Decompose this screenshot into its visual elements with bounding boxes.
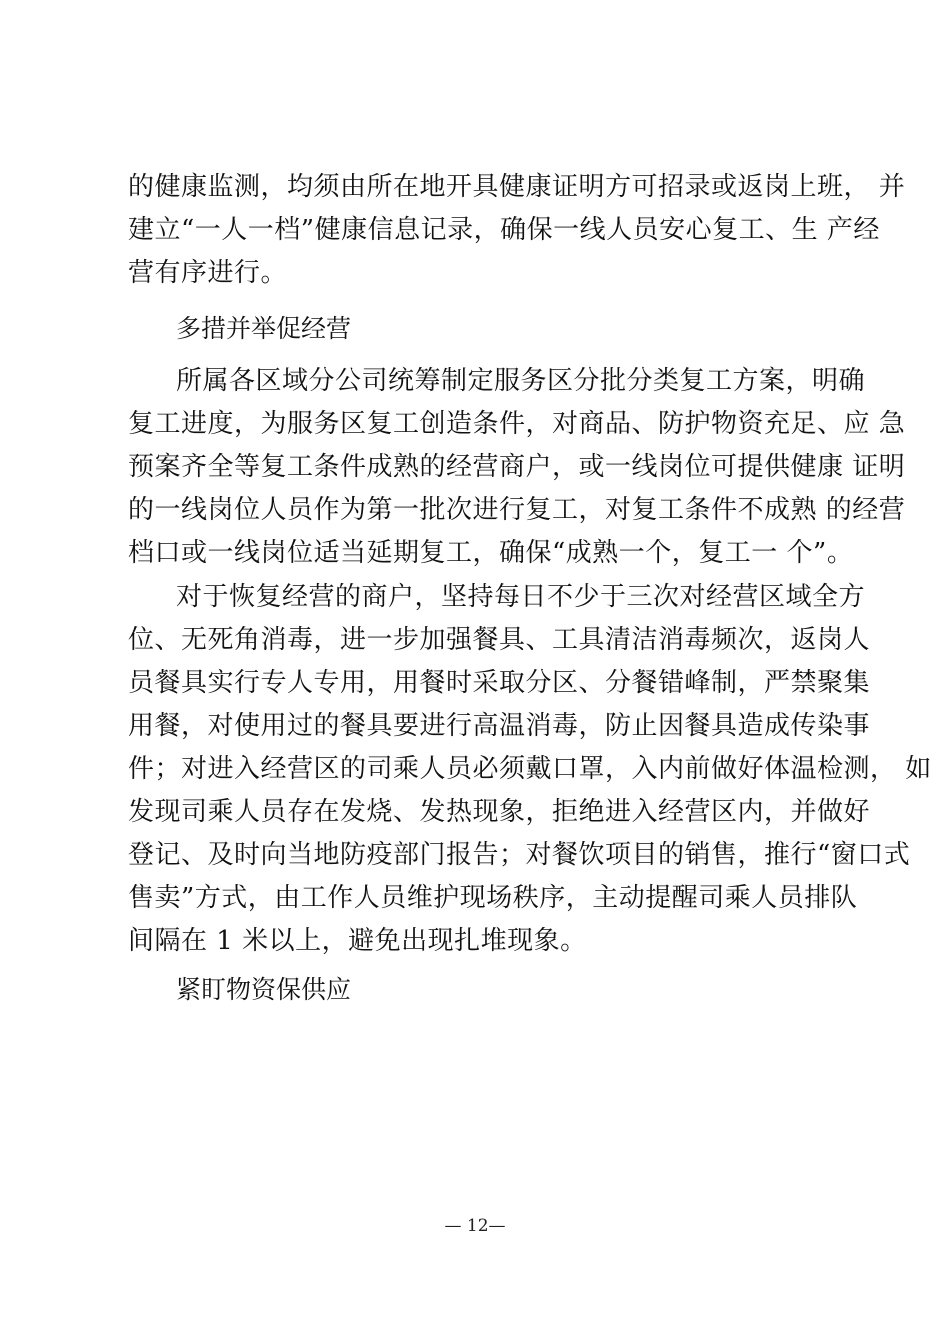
paragraph-3-line: 件；对进入经营区的司乘人员必须戴口罩，入内前做好体温检测， 如 xyxy=(128,754,932,784)
section-heading-2: 紧盯物资保供应 xyxy=(176,975,352,1004)
paragraph-2-line: 所属各区域分公司统筹制定服务区分批分类复工方案，明确 xyxy=(176,366,866,396)
paragraph-3-line: 登记、及时向当地防疫部门报告；对餐饮项目的销售，推行“窗口式 xyxy=(128,840,911,870)
paragraph-2 xyxy=(128,360,906,575)
paragraph-1-line: 的健康监测，均须由所在地开具健康证明方可招录或返岗上班， 并 xyxy=(128,172,906,202)
paragraph-3-line: 间隔在 1 米以上，避免出现扎堆现象。 xyxy=(128,926,587,956)
section-heading-1: 多措并举促经营 xyxy=(176,314,352,343)
page-number: — 12— xyxy=(444,1216,506,1236)
paragraph-3-line: 对于恢复经营的商户，坚持每日不少于三次对经营区域全方 xyxy=(176,582,866,612)
paragraph-2-line: 档口或一线岗位适当延期复工，确保“成熟一个，复工一 个”。 xyxy=(128,538,854,568)
paragraph-3 xyxy=(128,576,932,963)
paragraph-2-line: 预案齐全等复工条件成熟的经营商户，或一线岗位可提供健康 证明 xyxy=(128,452,906,482)
paragraph-3-line: 用餐，对使用过的餐具要进行高温消毒，防止因餐具造成传染事 xyxy=(128,711,871,741)
paragraph-3-line: 售卖”方式，由工作人员维护现场秩序，主动提醒司乘人员排队 xyxy=(128,883,858,913)
paragraph-2-line: 复工进度，为服务区复工创造条件，对商品、防护物资充足、应 急 xyxy=(128,409,906,439)
paragraph-2-line: 的一线岗位人员作为第一批次进行复工，对复工条件不成熟 的经营 xyxy=(128,495,906,525)
paragraph-3-line: 员餐具实行专人专用，用餐时采取分区、分餐错峰制，严禁聚集 xyxy=(128,668,871,698)
paragraph-3-line: 发现司乘人员存在发烧、发热现象，拒绝进入经营区内，并做好 xyxy=(128,797,871,827)
paragraph-1 xyxy=(128,166,906,295)
paragraph-1-line: 营有序进行。 xyxy=(128,258,288,288)
paragraph-1-line: 建立“一人一档”健康信息记录，确保一线人员安心复工、生 产经 xyxy=(128,215,880,245)
paragraph-3-line: 位、无死角消毒，进一步加强餐具、工具清洁消毒频次，返岗人 xyxy=(128,625,871,655)
